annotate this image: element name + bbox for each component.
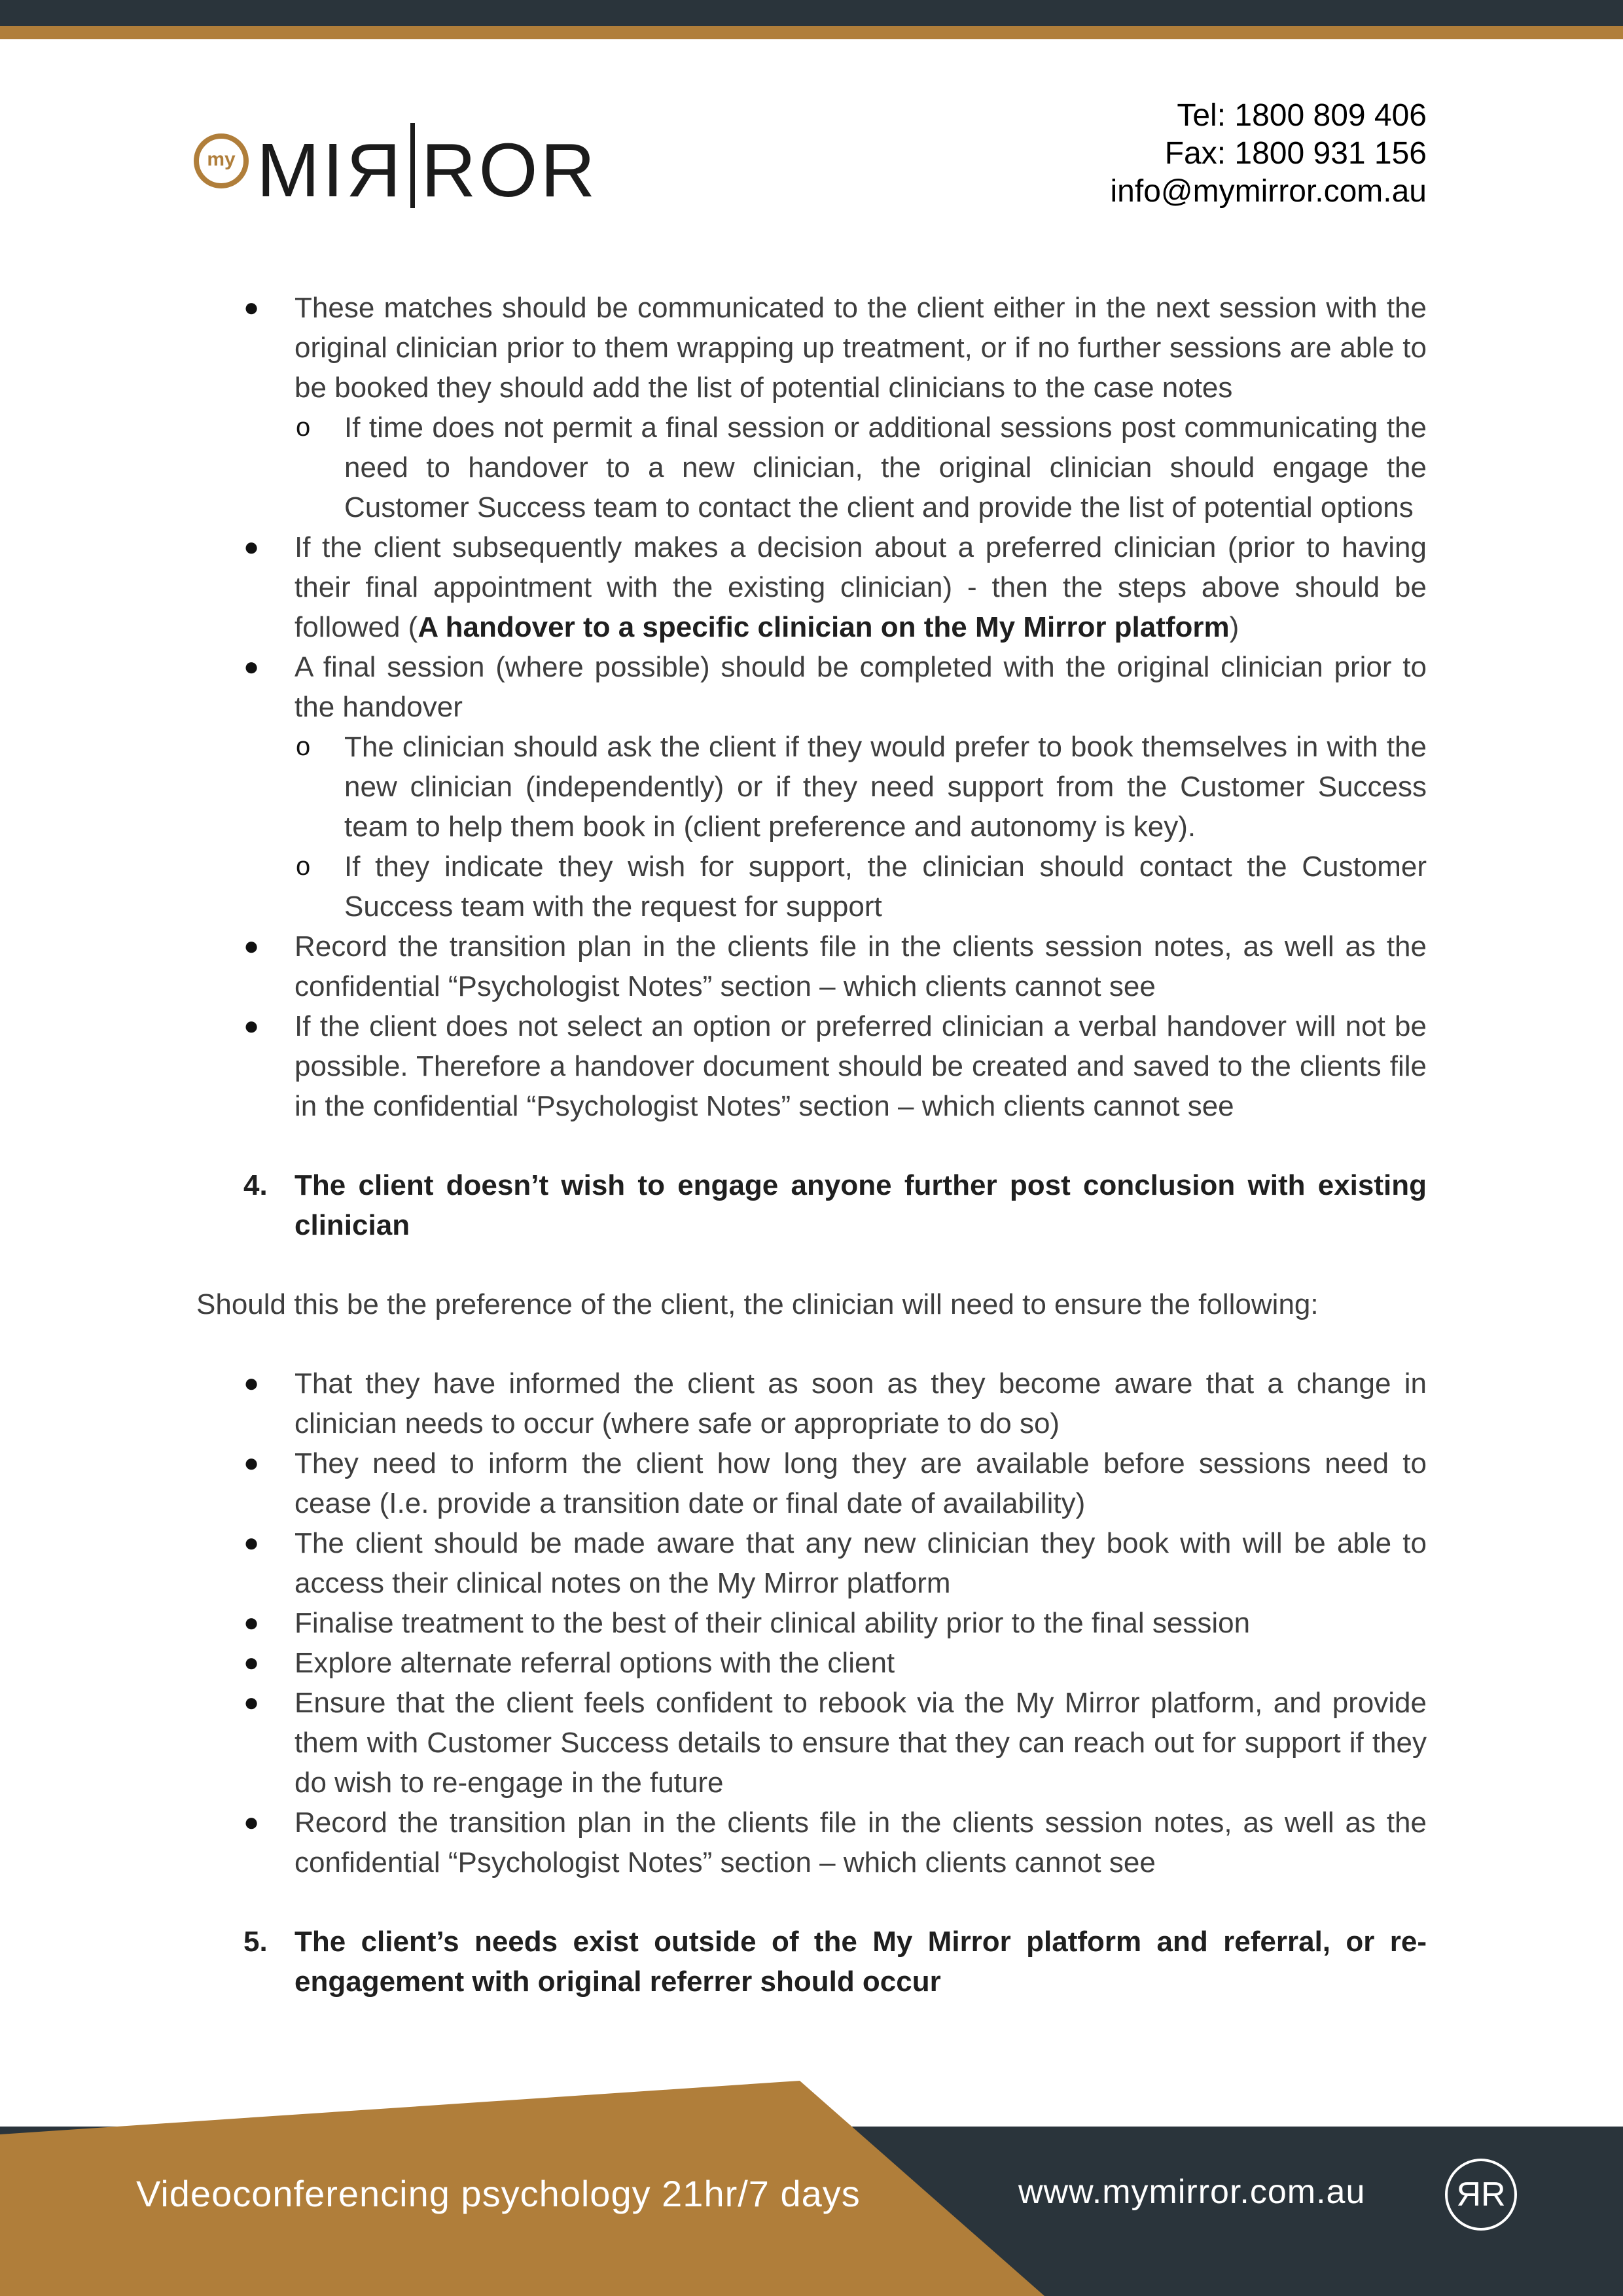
list-item: ● They need to inform the client how long they are available before sessions need to cease (I.e. provide a transition date or final date of availability) [196, 1443, 1427, 1523]
footer-website-link[interactable]: www.mymirror.com.au [1018, 2173, 1366, 2211]
bullet-icon: ● [243, 293, 260, 322]
heading-text: The client’s needs exist outside of the My Mirror platform and referral, or re-engagement with original referrer should occur [294, 1926, 1427, 1998]
heading-number: 4. [243, 1169, 268, 1201]
bold-reference: A handover to a specific clinician on the My Mirror platform [418, 611, 1230, 643]
mymirror-logo [194, 122, 598, 213]
list-item: ● Record the transition plan in the clients file in the clients session notes, as well as the confidential “Psychologist Notes” section – which clients cannot see [196, 927, 1427, 1006]
contact-block [1111, 97, 1427, 211]
bullet-icon: ● [243, 1449, 260, 1477]
heading-number: 5. [243, 1926, 268, 1958]
bullet-icon: ● [243, 1648, 260, 1677]
bullet-icon: ● [243, 1369, 260, 1398]
list-item: ● If the client does not select an option or preferred clinician a verbal handover will not be possible. Therefore a handover document should be created and saved to the clients file in the confidential “Psychologist Notes” section – which clients cannot see [196, 1006, 1427, 1126]
list-item: ● Finalise treatment to the best of their clinical ability prior to the final session [196, 1603, 1427, 1643]
list-item: ● These matches should be communicated to the client either in the next session with the original clinician prior to them wrapping up treatment, or if no further sessions are able to be booked they should add the list of potential clinicians to the case notes [196, 288, 1427, 408]
bullet-icon: ● [243, 1608, 260, 1637]
list-item: ● Record the transition plan in the clients file in the clients session notes, as well as the confidential “Psychologist Notes” section – which clients cannot see [196, 1803, 1427, 1882]
intro-paragraph: Should this be the preference of the client, the clinician will need to ensure the following: [196, 1288, 1319, 1320]
contact-fax: Fax: 1800 931 156 [1164, 136, 1427, 171]
bullet-icon: ● [243, 1012, 260, 1040]
sub-list-item: o The clinician should ask the client if they would prefer to book themselves in with the new clinician (independently) or if they need support from the Customer Success team to help them book in (client preference and autonomy is key). [196, 727, 1427, 847]
bullet-icon: ● [243, 1688, 260, 1717]
list-item: ● If the client subsequently makes a decision about a preferred clinician (prior to having their final appointment with the existing clinician) - then the steps above should be followed (A handover to a specific clinician on the My Mirror platform) [196, 527, 1427, 647]
contact-tel: Tel: 1800 809 406 [1177, 98, 1427, 133]
list-item: ● Ensure that the client feels confident to rebook via the My Mirror platform, and provide them with Customer Success details to ensure that they can reach out for support if they do wish to re-engage in the future [196, 1683, 1427, 1803]
bullet-icon: ● [243, 1528, 260, 1557]
section-heading-4 [196, 1165, 1427, 1245]
logo-divider [410, 123, 415, 208]
bullet-icon: ● [243, 932, 260, 961]
bullet-icon: ● [243, 533, 260, 561]
list-item: ● Explore alternate referral options with the client [196, 1643, 1427, 1683]
list-item: ● The client should be made aware that any new clinician they book with will be able to access their clinical notes on the My Mirror platform [196, 1523, 1427, 1603]
logo-my-badge: my [194, 133, 249, 188]
top-gold-stripe [0, 26, 1623, 39]
contact-email[interactable]: info@mymirror.com.au [1110, 174, 1427, 209]
sub-list-item: o If they indicate they wish for support, the clinician should contact the Customer Success team with the request for support [196, 847, 1427, 927]
sub-list-item: o If time does not permit a final session or additional sessions post communicating the need to handover to a new clinician, the original clinician should engage the Customer Success team to contact the client and provide the list of potential options [196, 408, 1427, 527]
bullet-icon: ● [243, 652, 260, 681]
logo-wordmark: MIЯ ROR [257, 123, 597, 216]
list-item: ● A final session (where possible) should be completed with the original clinician prior to the handover [196, 647, 1427, 727]
bullet-icon: ● [243, 1808, 260, 1837]
section-heading-5 [196, 1922, 1427, 2002]
handover-steps-list [196, 288, 1427, 1126]
heading-text: The client doesn’t wish to engage anyone further post conclusion with existing clinician [294, 1169, 1427, 1241]
top-navy-bar [0, 0, 1623, 26]
hollow-bullet-icon: o [296, 413, 311, 442]
list-item: ● That they have informed the client as soon as they become aware that a change in clinician needs to occur (where safe or appropriate to do so) [196, 1364, 1427, 1443]
document-body [196, 288, 1427, 2002]
footer-tagline: Videoconferencing psychology 21hr/7 days [136, 2173, 861, 2214]
hollow-bullet-icon: o [296, 732, 311, 761]
footer-logo-icon: ЯR [1445, 2159, 1517, 2231]
hollow-bullet-icon: o [296, 852, 311, 881]
clinician-requirements-list [196, 1364, 1427, 1882]
